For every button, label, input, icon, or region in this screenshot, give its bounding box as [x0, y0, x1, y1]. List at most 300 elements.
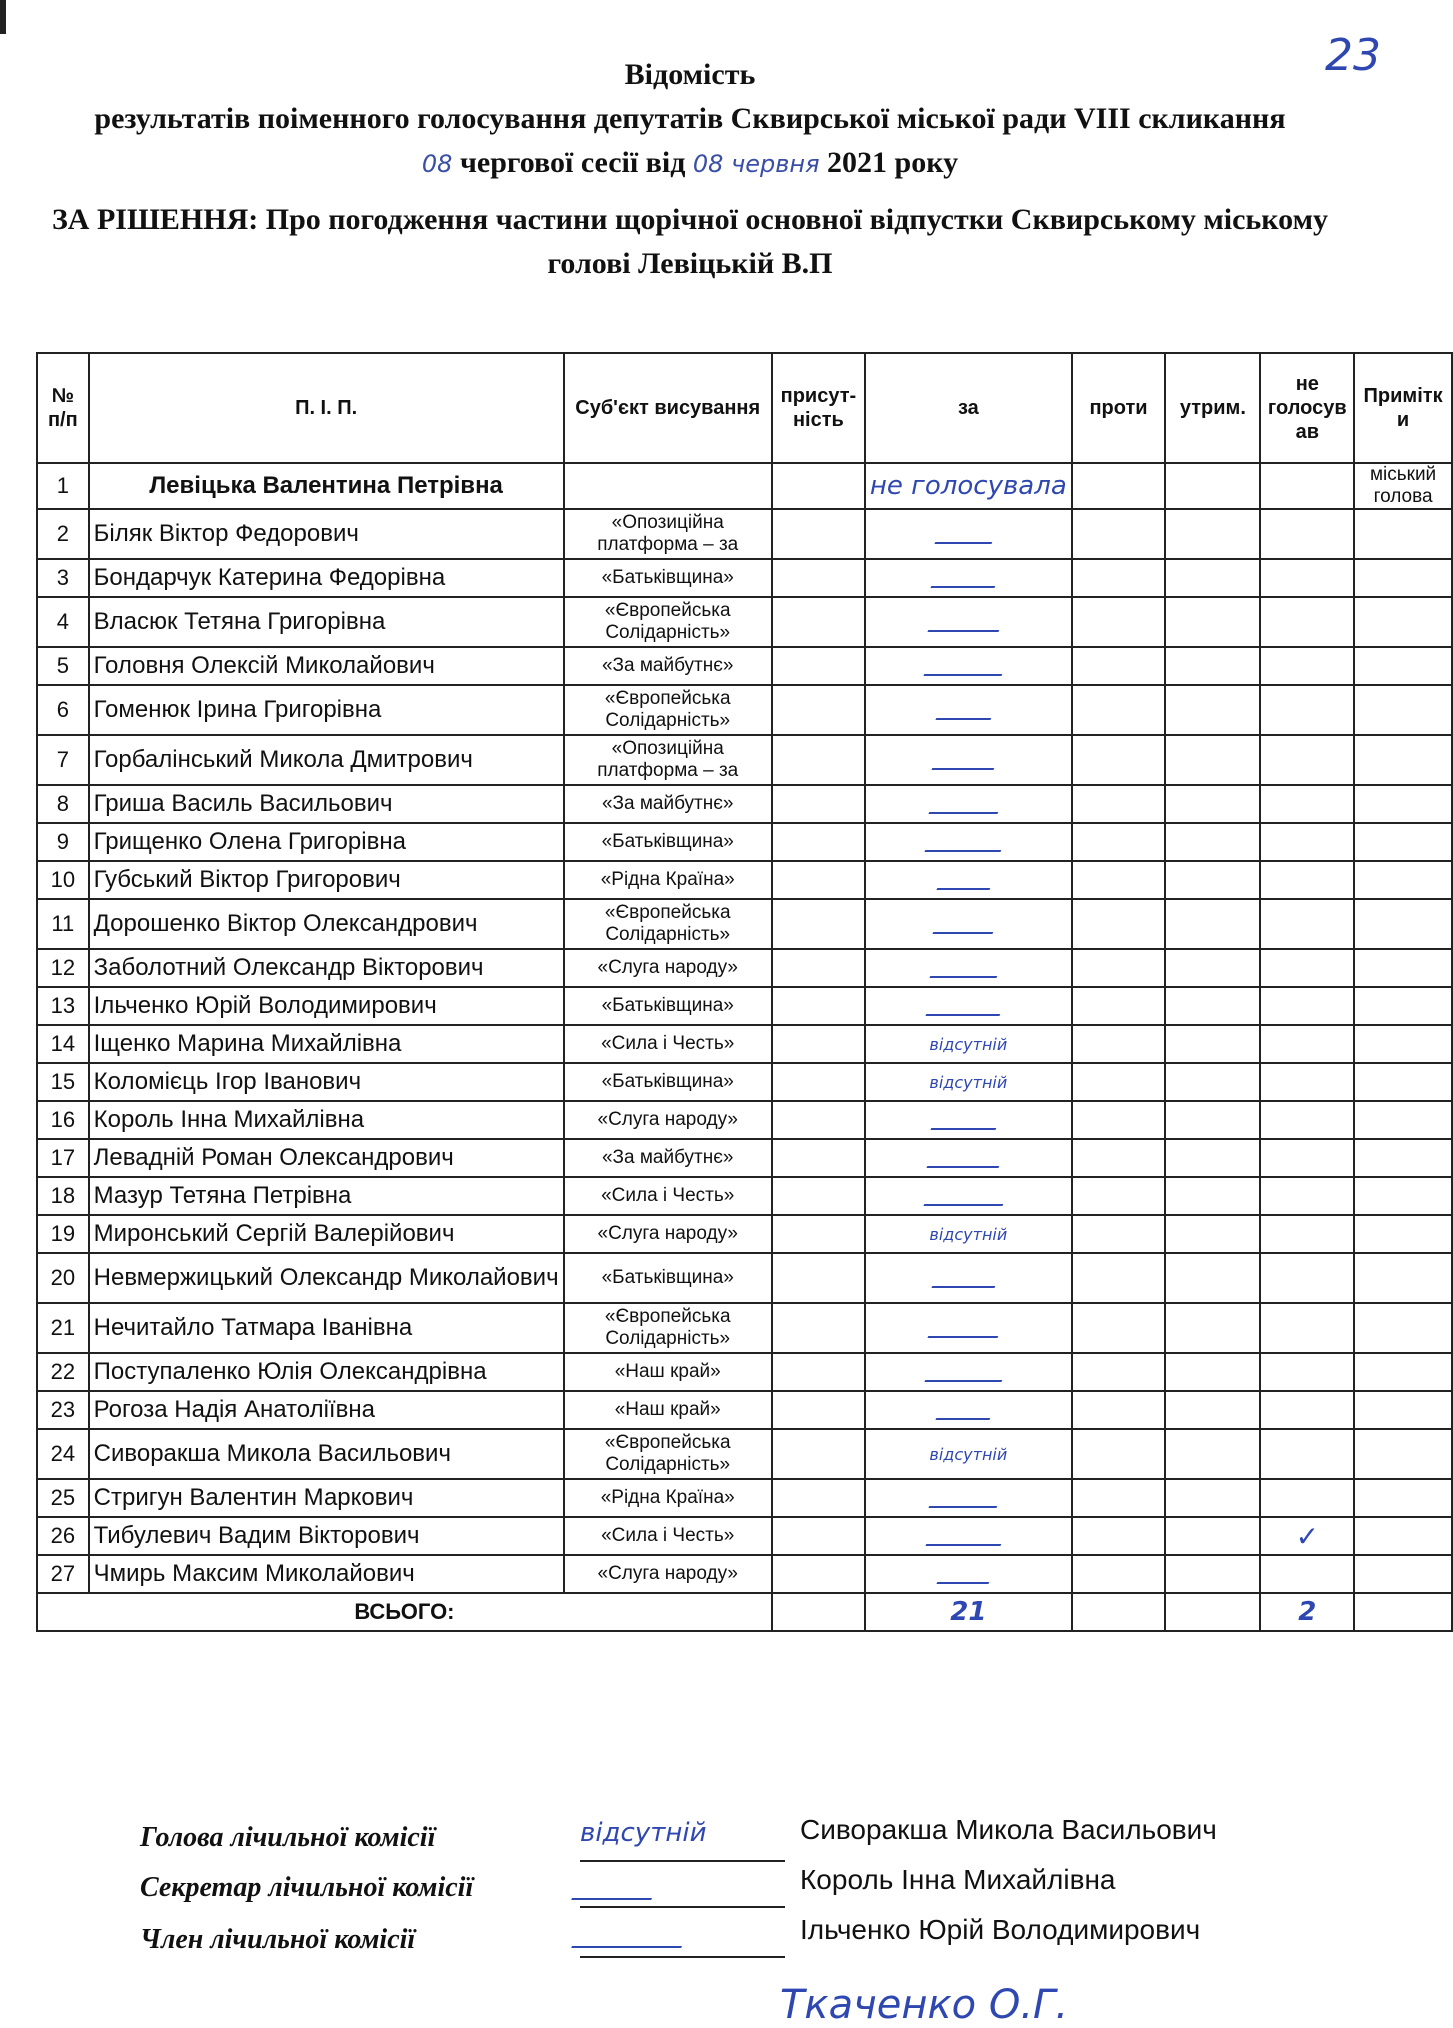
vote-against-cell: [1072, 1429, 1166, 1479]
session-line-end: 2021 року: [827, 146, 959, 179]
deputy-party: «Слуга народу»: [564, 949, 772, 987]
vote-for-cell: [865, 987, 1072, 1025]
not-voted-cell: [1260, 1353, 1354, 1391]
table-row: [37, 899, 1452, 949]
vote-against-cell: [1072, 785, 1166, 823]
note-cell: [1354, 987, 1452, 1025]
vote-against-cell: [1072, 987, 1166, 1025]
row-number: 7: [37, 735, 89, 785]
vote-abstain-cell: [1165, 1429, 1260, 1479]
col-header-party: Суб'єкт висування: [564, 353, 772, 463]
absent-mark: відсутній: [865, 1215, 1072, 1253]
deputy-name: Грищенко Олена Григорівна: [89, 823, 564, 861]
session-date-handwritten: 08 червня: [692, 150, 820, 178]
signature-mark: [924, 1358, 1012, 1382]
not-voted-check: ✓: [1260, 1517, 1354, 1555]
deputy-party: «Слуга народу»: [564, 1215, 772, 1253]
row-number: 26: [37, 1517, 89, 1555]
signature-mark: [927, 1144, 1010, 1168]
col-header-for: за: [865, 353, 1072, 463]
not-voted-cell: [1260, 823, 1354, 861]
commission-secretary-signature: [580, 1862, 660, 1907]
vote-against-cell: [1072, 1517, 1166, 1555]
deputy-party: «За майбутнє»: [564, 1139, 772, 1177]
present-cell: [772, 1177, 865, 1215]
vote-abstain-cell: [1165, 1303, 1260, 1353]
present-cell: [772, 1479, 865, 1517]
note-cell: [1354, 861, 1452, 899]
commission-secretary-name: Король Інна Михайлівна: [800, 1864, 1116, 1895]
commission-chair-name: Сиворакша Микола Васильович: [800, 1814, 1217, 1845]
deputy-name: Миронський Сергій Валерійович: [89, 1215, 564, 1253]
row-number: 6: [37, 685, 89, 735]
vote-for-cell: [865, 559, 1072, 597]
deputy-name: Бондарчук Катерина Федорівна: [89, 559, 564, 597]
present-cell: [772, 1517, 865, 1555]
note-cell: [1354, 1025, 1452, 1063]
total-row: [37, 1593, 1452, 1631]
row-number: 10: [37, 861, 89, 899]
table-row: [37, 1253, 1452, 1303]
table-row: [37, 509, 1452, 559]
vote-abstain-cell: [1165, 1063, 1260, 1101]
present-cell: [772, 1253, 865, 1303]
note-cell: [1354, 1479, 1452, 1517]
signature-line: [580, 1906, 785, 1908]
not-voted-cell: [1260, 1215, 1354, 1253]
table-row: [37, 1177, 1452, 1215]
deputy-party: «Європейська Солідарність»: [564, 685, 772, 735]
vote-against-cell: [1072, 509, 1166, 559]
present-cell: [772, 685, 865, 735]
document-title: Відомість: [624, 58, 756, 91]
table-row: [37, 1101, 1452, 1139]
not-voted-cell: [1260, 559, 1354, 597]
deputy-party: «Сила і Честь»: [564, 1517, 772, 1555]
present-cell: [772, 785, 865, 823]
session-line: [40, 146, 1340, 180]
vote-against-cell: [1072, 1177, 1166, 1215]
deputy-name: Власюк Тетяна Григорівна: [89, 597, 564, 647]
deputy-name: Король Інна Михайлівна: [89, 1101, 564, 1139]
note-cell: [1354, 685, 1452, 735]
vote-against-cell: [1072, 1479, 1166, 1517]
not-voted-cell: [1260, 647, 1354, 685]
note-cell: [1354, 1139, 1452, 1177]
deputy-party: «Опозиційна платформа – за: [564, 735, 772, 785]
col-header-present: присут-ність: [772, 353, 865, 463]
table-row: [37, 987, 1452, 1025]
total-label: ВСЬОГО:: [37, 1593, 772, 1631]
vote-for-cell: [865, 1555, 1072, 1593]
row1-note: міський голова: [1354, 463, 1452, 509]
table-row: [37, 647, 1452, 685]
vote-against-cell: [1072, 1353, 1166, 1391]
note-cell: [1354, 823, 1452, 861]
deputy-name: Рогоза Надія Анатоліївна: [89, 1391, 564, 1429]
row-number: 1: [37, 463, 89, 509]
table-row: [37, 597, 1452, 647]
row-number: 8: [37, 785, 89, 823]
vote-against-cell: [1072, 949, 1166, 987]
present-cell: [772, 509, 865, 559]
deputy-name: Левіцька Валентина Петрівна: [89, 463, 564, 509]
present-cell: [772, 597, 865, 647]
table-row: [37, 1025, 1452, 1063]
not-voted-cell: [1260, 509, 1354, 559]
signature-mark: [934, 520, 1002, 544]
deputy-name: Горбалінський Микола Дмитрович: [89, 735, 564, 785]
vote-for-cell: [865, 1353, 1072, 1391]
deputy-name: Тибулевич Вадим Вікторович: [89, 1517, 564, 1555]
present-cell: [772, 1303, 865, 1353]
table-row: [37, 1303, 1452, 1353]
row-number: 13: [37, 987, 89, 1025]
note-cell: [1354, 597, 1452, 647]
vote-abstain-cell: [1165, 1479, 1260, 1517]
signature-mark: [935, 696, 1001, 720]
total-not-voted: 2: [1260, 1593, 1354, 1631]
vote-for-cell: [865, 1303, 1072, 1353]
deputy-party: «За майбутнє»: [564, 647, 772, 685]
row-number: 17: [37, 1139, 89, 1177]
vote-for-cell: [865, 1177, 1072, 1215]
vote-for-cell: [865, 823, 1072, 861]
deputy-party: «Наш край»: [564, 1353, 772, 1391]
vote-for-cell: [865, 509, 1072, 559]
deputy-party: «Батьківщина»: [564, 559, 772, 597]
vote-for-cell: [865, 861, 1072, 899]
deputy-party: «Батьківщина»: [564, 987, 772, 1025]
note-cell: [1354, 1101, 1452, 1139]
total-for: 21: [865, 1593, 1072, 1631]
not-voted-cell: [1260, 597, 1354, 647]
bottom-handwritten-name: Ткаченко О.Г.: [780, 1982, 1069, 2028]
note-cell: [1354, 949, 1452, 987]
col-header-against: проти: [1072, 353, 1166, 463]
vote-abstain-cell: [1165, 1215, 1260, 1253]
row-number: 3: [37, 559, 89, 597]
note-cell: [1354, 1215, 1452, 1253]
deputy-name: Ільченко Юрій Володимирович: [89, 987, 564, 1025]
note-cell: [1354, 735, 1452, 785]
row-number: 25: [37, 1479, 89, 1517]
vote-against-cell: [1072, 463, 1166, 509]
session-line-middle: чергової сесії від: [459, 146, 686, 179]
not-voted-cell: [1260, 861, 1354, 899]
document-header: [40, 58, 1340, 286]
vote-for-cell: [865, 685, 1072, 735]
vote-abstain-cell: [1165, 1253, 1260, 1303]
not-voted-cell: [1260, 949, 1354, 987]
deputy-name: Біляк Віктор Федорович: [89, 509, 564, 559]
deputy-party: «Батьківщина»: [564, 1253, 772, 1303]
deputy-party: «Рідна Країна»: [564, 861, 772, 899]
deputy-name: Поступаленко Юлія Олександрівна: [89, 1353, 564, 1391]
deputy-party: [564, 463, 772, 509]
row-number: 27: [37, 1555, 89, 1593]
commission-chair-role: Голова лічильної комісії: [140, 1822, 436, 1853]
present-cell: [772, 1025, 865, 1063]
signature-mark: [927, 608, 1009, 632]
vote-for-cell: [865, 1253, 1072, 1303]
not-voted-cell: [1260, 1063, 1354, 1101]
vote-against-cell: [1072, 1025, 1166, 1063]
table-row: [37, 1479, 1452, 1517]
not-voted-cell: [1260, 1025, 1354, 1063]
vote-against-cell: [1072, 647, 1166, 685]
row-number: 11: [37, 899, 89, 949]
vote-abstain-cell: [1165, 987, 1260, 1025]
table-row: [37, 861, 1452, 899]
present-cell: [772, 463, 865, 509]
deputy-party: «Сила і Честь»: [564, 1025, 772, 1063]
signature-mark: [929, 954, 1007, 978]
row-number: 20: [37, 1253, 89, 1303]
vote-abstain-cell: [1165, 597, 1260, 647]
row-number: 21: [37, 1303, 89, 1353]
signature-mark: [930, 1106, 1006, 1130]
present-cell: [772, 899, 865, 949]
row-number: 9: [37, 823, 89, 861]
note-cell: [1354, 899, 1452, 949]
row-number: 12: [37, 949, 89, 987]
deputy-party: «Сила і Честь»: [564, 1177, 772, 1215]
present-cell: [772, 1101, 865, 1139]
absent-mark: відсутній: [865, 1063, 1072, 1101]
present-cell: [772, 647, 865, 685]
commission-secretary-role: Секретар лічильної комісії: [140, 1872, 474, 1903]
session-number-handwritten: 08: [421, 150, 453, 178]
table-row: [37, 949, 1452, 987]
deputy-name: Нечитайло Татмара Іванівна: [89, 1303, 564, 1353]
vote-against-cell: [1072, 1215, 1166, 1253]
present-cell: [772, 1139, 865, 1177]
table-row: [37, 685, 1452, 735]
deputy-name: Заболотний Олександр Вікторович: [89, 949, 564, 987]
vote-against-cell: [1072, 735, 1166, 785]
vote-against-cell: [1072, 1303, 1166, 1353]
vote-abstain-cell: [1165, 685, 1260, 735]
vote-for-cell: [865, 597, 1072, 647]
present-cell: [772, 735, 865, 785]
vote-abstain-cell: [1165, 899, 1260, 949]
vote-abstain-cell: [1165, 861, 1260, 899]
row-number: 24: [37, 1429, 89, 1479]
not-voted-cell: [1260, 463, 1354, 509]
vote-for-cell: [865, 647, 1072, 685]
vote-for-cell: [865, 899, 1072, 949]
note-cell: [1354, 1429, 1452, 1479]
present-cell: [772, 1063, 865, 1101]
vote-against-cell: [1072, 823, 1166, 861]
not-voted-cell: [1260, 1479, 1354, 1517]
deputy-party: «Наш край»: [564, 1391, 772, 1429]
row-number: 4: [37, 597, 89, 647]
present-cell: [772, 823, 865, 861]
row-number: 15: [37, 1063, 89, 1101]
note-cell: [1354, 1353, 1452, 1391]
signature-mark: [925, 828, 1012, 852]
signature-mark: [928, 790, 1008, 814]
signature-mark: [936, 1396, 1001, 1420]
not-voted-cell: [1260, 899, 1354, 949]
table-row: [37, 1555, 1452, 1593]
vote-for-cell: [865, 1479, 1072, 1517]
signature-mark: [936, 866, 1000, 890]
voting-table: [36, 352, 1453, 1632]
deputy-name: Мазур Тетяна Петрівна: [89, 1177, 564, 1215]
commission-member-name: Ільченко Юрій Володимирович: [800, 1914, 1201, 1945]
not-voted-cell: [1260, 1391, 1354, 1429]
vote-against-cell: [1072, 1063, 1166, 1101]
table-row: [37, 1391, 1452, 1429]
not-voted-cell: [1260, 987, 1354, 1025]
note-cell: [1354, 785, 1452, 823]
signature-mark: [926, 992, 1011, 1016]
row-number: 19: [37, 1215, 89, 1253]
signature-mark: [931, 1264, 1005, 1288]
commission-member-role: Член лічильної комісії: [140, 1924, 416, 1955]
present-cell: [772, 949, 865, 987]
note-cell: [1354, 1391, 1452, 1429]
deputy-party: «Батьківщина»: [564, 1063, 772, 1101]
deputy-name: Сиворакша Микола Васильович: [89, 1429, 564, 1479]
vote-abstain-cell: [1165, 1517, 1260, 1555]
vote-against-cell: [1072, 685, 1166, 735]
vote-abstain-cell: [1165, 735, 1260, 785]
note-cell: [1354, 647, 1452, 685]
vote-abstain-cell: [1165, 463, 1260, 509]
not-voted-cell: [1260, 1101, 1354, 1139]
deputy-name: Дорошенко Віктор Олександрович: [89, 899, 564, 949]
row-number: 16: [37, 1101, 89, 1139]
absent-mark: відсутній: [865, 1025, 1072, 1063]
table-row: [37, 1517, 1452, 1555]
deputy-party: «Опозиційна платформа – за: [564, 509, 772, 559]
table-row: [37, 559, 1452, 597]
present-cell: [772, 1429, 865, 1479]
document-subtitle: результатів поіменного голосування депутатів Сквирської міської ради VIII скликання: [94, 102, 1286, 135]
present-cell: [772, 1215, 865, 1253]
signature-mark: [924, 652, 1013, 676]
table-row: [37, 785, 1452, 823]
signature-mark: [933, 910, 1004, 934]
deputy-party: «Європейська Солідарність»: [564, 1303, 772, 1353]
signature-mark: [932, 746, 1005, 770]
present-cell: [772, 1353, 865, 1391]
not-voted-cell: [1260, 1139, 1354, 1177]
deputy-name: Іщенко Марина Михайлівна: [89, 1025, 564, 1063]
note-cell: [1354, 1063, 1452, 1101]
note-cell: [1354, 1253, 1452, 1303]
vote-against-cell: [1072, 861, 1166, 899]
present-cell: [772, 1555, 865, 1593]
vote-for-cell: [865, 949, 1072, 987]
note-cell: [1354, 1517, 1452, 1555]
deputy-party: «Слуга народу»: [564, 1101, 772, 1139]
vote-abstain-cell: [1165, 1555, 1260, 1593]
signature-mark: [937, 1560, 1000, 1584]
vote-abstain-cell: [1165, 559, 1260, 597]
col-header-abstain: утрим.: [1165, 353, 1260, 463]
deputy-name: Гриша Василь Васильович: [89, 785, 564, 823]
vote-abstain-cell: [1165, 1177, 1260, 1215]
deputy-name: Губський Віктор Григорович: [89, 861, 564, 899]
vote-abstain-cell: [1165, 1101, 1260, 1139]
present-cell: [772, 559, 865, 597]
signature-mark: [928, 1314, 1009, 1338]
vote-abstain-cell: [1165, 1139, 1260, 1177]
scan-corner-mark: [0, 0, 6, 34]
vote-abstain-cell: [1165, 1025, 1260, 1063]
vote-against-cell: [1072, 1253, 1166, 1303]
decision-title: ЗА РІШЕННЯ: Про погодження частини щорічної основної відпустки Сквирському міському голові Левіцькій В.П: [51, 203, 1329, 280]
deputy-name: Стригун Валентин Маркович: [89, 1479, 564, 1517]
row-number: 22: [37, 1353, 89, 1391]
vote-against-cell: [1072, 1555, 1166, 1593]
table-row: [37, 1139, 1452, 1177]
row-number: 23: [37, 1391, 89, 1429]
vote-against-cell: [1072, 559, 1166, 597]
note-cell: [1354, 559, 1452, 597]
deputy-name: Гоменюк Ірина Григорівна: [89, 685, 564, 735]
not-voted-cell: [1260, 1429, 1354, 1479]
note-cell: [1354, 1303, 1452, 1353]
row1-handwritten-note: не голосувала: [865, 463, 1072, 509]
deputy-name: Чмирь Максим Миколайович: [89, 1555, 564, 1593]
vote-for-cell: [865, 785, 1072, 823]
table-header-row: [37, 353, 1452, 463]
row-number: 14: [37, 1025, 89, 1063]
vote-abstain-cell: [1165, 1391, 1260, 1429]
vote-against-cell: [1072, 597, 1166, 647]
deputy-name: Левадній Роман Олександрович: [89, 1139, 564, 1177]
note-cell: [1354, 1555, 1452, 1593]
col-header-notes: Примітк и: [1354, 353, 1452, 463]
not-voted-cell: [1260, 785, 1354, 823]
vote-against-cell: [1072, 1101, 1166, 1139]
vote-against-cell: [1072, 899, 1166, 949]
commission-chair-handwritten: відсутній: [580, 1818, 707, 1848]
row-number: 18: [37, 1177, 89, 1215]
vote-for-cell: [865, 1139, 1072, 1177]
vote-abstain-cell: [1165, 1353, 1260, 1391]
absent-mark: відсутній: [865, 1429, 1072, 1479]
table-row: [37, 1429, 1452, 1479]
present-cell: [772, 1391, 865, 1429]
signature-mark: [923, 1182, 1013, 1206]
present-cell: [772, 987, 865, 1025]
vote-abstain-cell: [1165, 647, 1260, 685]
deputy-party: «Європейська Солідарність»: [564, 1429, 772, 1479]
vote-for-cell: [865, 1391, 1072, 1429]
not-voted-cell: [1260, 1303, 1354, 1353]
table-row: [37, 823, 1452, 861]
table-row: [37, 1063, 1452, 1101]
vote-abstain-cell: [1165, 509, 1260, 559]
deputy-name: Коломієць Ігор Іванович: [89, 1063, 564, 1101]
deputy-party: «Батьківщина»: [564, 823, 772, 861]
present-cell: [772, 861, 865, 899]
note-cell: [1354, 1177, 1452, 1215]
not-voted-cell: [1260, 1177, 1354, 1215]
vote-for-cell: [865, 1101, 1072, 1139]
not-voted-cell: [1260, 1555, 1354, 1593]
signature-mark: [931, 564, 1006, 588]
col-header-name: П. І. П.: [89, 353, 564, 463]
signature-mark: [925, 1522, 1011, 1546]
